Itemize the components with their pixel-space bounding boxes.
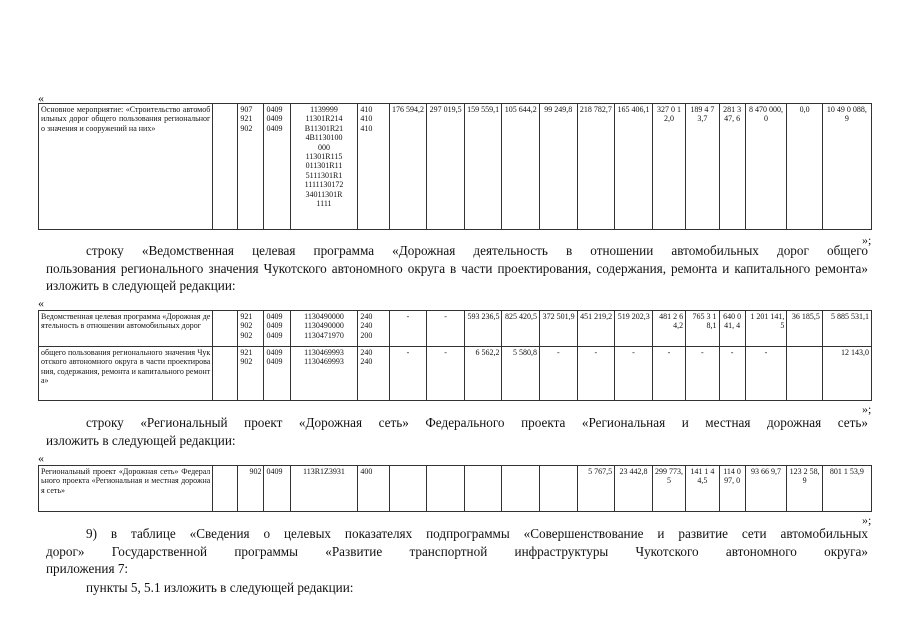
- amendment-paragraph-4: [46, 579, 868, 597]
- value-cell: 189 4 73,7: [686, 104, 719, 230]
- table-departmental-program: [38, 310, 872, 401]
- vr-cell: 240 240: [358, 347, 389, 401]
- open-quote-1: «: [38, 91, 44, 105]
- value-cell: 176 594,2: [389, 104, 427, 230]
- open-quote-2: «: [38, 296, 44, 310]
- row-name-cell: общего пользования регионального значения Чукотского автономного округа в части проектирования, содержания, ремонта и капитального ремонта»: [39, 347, 213, 401]
- value-cell: 765 3 18,1: [686, 311, 719, 347]
- table-regional-project: [38, 465, 872, 512]
- value-cell: 281 347, 6: [719, 104, 745, 230]
- value-cell: [502, 466, 540, 512]
- value-cell: 451 219,2: [577, 311, 615, 347]
- value-cell: 99 249,8: [540, 104, 578, 230]
- value-cell: 10 49 0 088, 9: [822, 104, 871, 230]
- value-cell: 593 236,5: [464, 311, 502, 347]
- value-cell: 141 1 44,5: [686, 466, 719, 512]
- value-cell: 327 0 12,0: [652, 104, 685, 230]
- value-cell: 165 406,1: [615, 104, 653, 230]
- value-cell: -: [615, 347, 653, 401]
- value-cell: 640 041, 4: [719, 311, 745, 347]
- grbs-cell: 921 902: [238, 347, 264, 401]
- value-cell: 123 2 58,9: [787, 466, 822, 512]
- open-quote-3: «: [38, 451, 44, 465]
- amendment-paragraph-3: [46, 525, 868, 578]
- value-cell: 93 66 9,7: [745, 466, 787, 512]
- value-cell: 519 202,3: [615, 311, 653, 347]
- value-cell: -: [652, 347, 685, 401]
- value-cell: 372 501,9: [540, 311, 578, 347]
- csr-cell: 1130469993 1130469993: [290, 347, 358, 401]
- close-quote-3: »;: [862, 513, 872, 527]
- value-cell: 36 185,5: [787, 311, 822, 347]
- paragraph-text: строку «Региональный проект «Дорожная сеть» Федерального проекта «Региональная и местная дорожная сеть»: [86, 415, 868, 430]
- value-cell: [540, 466, 578, 512]
- value-cell: [427, 466, 465, 512]
- value-cell: -: [719, 347, 745, 401]
- value-cell: 1 201 141,5: [745, 311, 787, 347]
- blank-cell: [213, 104, 238, 230]
- amendment-paragraph-1: [46, 242, 868, 295]
- row-name-cell: Региональный проект «Дорожная сеть» Федерального проекта «Региональная и местная дорожная сеть»: [39, 466, 213, 512]
- value-cell: 5 767,5: [577, 466, 615, 512]
- value-cell: 114 097, 0: [719, 466, 745, 512]
- blank-cell: [213, 466, 238, 512]
- paragraph-text: дорог» Государственной программы «Развитие транспортной инфраструктуры Чукотского автономного округа»: [46, 543, 868, 559]
- grbs-cell: 921 902 902: [238, 311, 264, 347]
- table-row: [39, 466, 872, 512]
- value-cell: -: [745, 347, 787, 401]
- value-cell: 105 644,2: [502, 104, 540, 230]
- grbs-cell: 902: [238, 466, 264, 512]
- value-cell: -: [389, 347, 427, 401]
- value-cell: -: [389, 311, 427, 347]
- value-cell: 801 1 53,9: [822, 466, 871, 512]
- paragraph-text: пользования регионального значения Чукотского автономного округа в части проектирования, содержания, ремонта и капитального ремонта» изложить в следующей редакции:: [46, 260, 868, 293]
- value-cell: -: [540, 347, 578, 401]
- value-cell: 6 562,2: [464, 347, 502, 401]
- section-cell: 0409 0409: [264, 347, 290, 401]
- close-quote-1: »;: [862, 233, 872, 247]
- table-row: [39, 347, 872, 401]
- value-cell: 5 580,8: [502, 347, 540, 401]
- value-cell: 0,0: [787, 104, 822, 230]
- value-cell: 299 773,5: [652, 466, 685, 512]
- value-cell: 218 782,7: [577, 104, 615, 230]
- value-cell: 159 559,1: [464, 104, 502, 230]
- paragraph-text: пункты 5, 5.1 изложить в следующей редакции:: [86, 580, 354, 595]
- value-cell: 12 143,0: [822, 347, 871, 401]
- csr-cell: 1139999 11301R214 B11301R21 4B1130100 000 11301R115 011301R11 5111301R1 1111130172 34011301R 1111: [290, 104, 358, 230]
- value-cell: 825 420,5: [502, 311, 540, 347]
- amendment-paragraph-2: [46, 414, 868, 449]
- blank-cell: [213, 347, 238, 401]
- value-cell: 5 885 531,1: [822, 311, 871, 347]
- grbs-cell: 907 921 902: [238, 104, 264, 230]
- close-quote-2: »;: [862, 402, 872, 416]
- value-cell: 23 442,8: [615, 466, 653, 512]
- vr-cell: 400: [358, 466, 389, 512]
- value-cell: -: [686, 347, 719, 401]
- value-cell: -: [577, 347, 615, 401]
- paragraph-text: строку «Ведомственная целевая программа «Дорожная деятельность в отношении автомобильных дорог общего: [86, 243, 868, 258]
- section-cell: 0409 0409 0409: [264, 104, 290, 230]
- section-cell: 0409 0409 0409: [264, 311, 290, 347]
- value-cell: -: [427, 311, 465, 347]
- value-cell: 481 2 64,2: [652, 311, 685, 347]
- paragraph-text: 9) в таблице «Сведения о целевых показателях подпрограммы «Совершенствование и развитие сети автомобильных: [86, 526, 868, 541]
- table-row: [39, 104, 872, 230]
- value-cell: -: [427, 347, 465, 401]
- vr-cell: 240 240 200: [358, 311, 389, 347]
- value-cell: [464, 466, 502, 512]
- blank-cell: [213, 311, 238, 347]
- value-cell: [787, 347, 822, 401]
- table-main-event: [38, 103, 872, 230]
- row-name-cell: Основное мероприятие: «Строительство автомобильных дорог общего пользования регионального значения и сооружений на них»: [39, 104, 213, 230]
- row-name-cell: Ведомственная целевая программа «Дорожная деятельность в отношении автомобильных дорог: [39, 311, 213, 347]
- paragraph-text: приложения 7:: [46, 561, 129, 576]
- csr-cell: 1130490000 1130490000 1130471970: [290, 311, 358, 347]
- value-cell: 8 470 000,0: [745, 104, 787, 230]
- csr-cell: 113R1Z3931: [290, 466, 358, 512]
- value-cell: [389, 466, 427, 512]
- vr-cell: 410 410 410: [358, 104, 389, 230]
- table-row: [39, 311, 872, 347]
- paragraph-text: изложить в следующей редакции:: [46, 432, 236, 448]
- value-cell: 297 019,5: [427, 104, 465, 230]
- section-cell: 0409: [264, 466, 290, 512]
